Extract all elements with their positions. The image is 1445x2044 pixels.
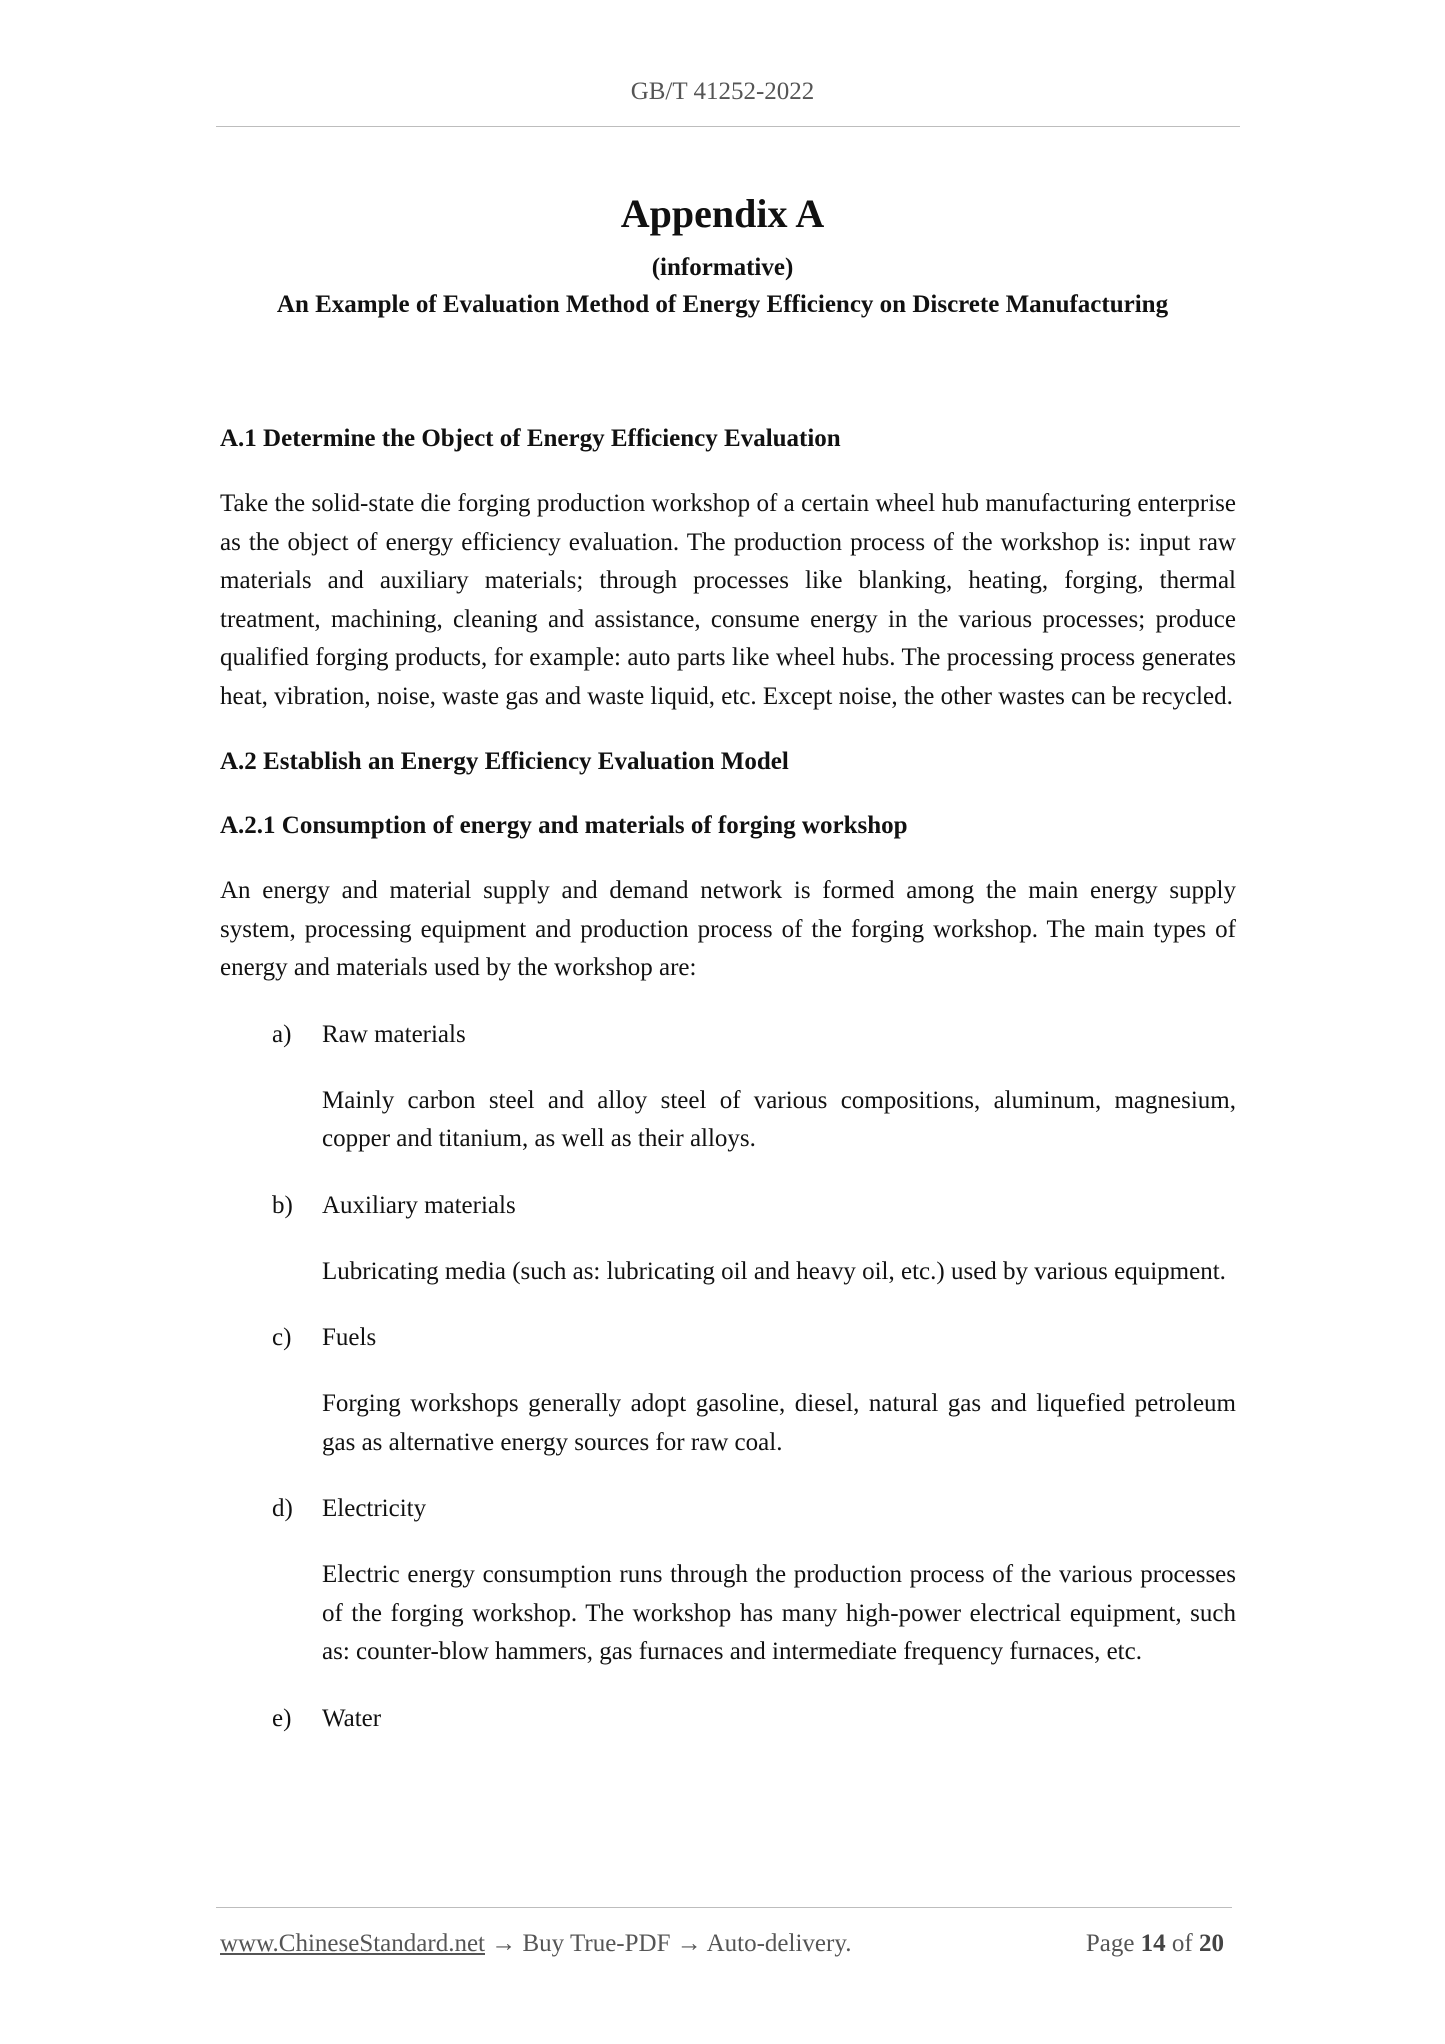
- section-a1-body: Take the solid-state die forging production workshop of a certain wheel hub manufacturing enterprise as the object of energy efficiency evaluation. The production process of the workshop is: input raw materials and auxiliary materials; through processes like blanking, heating, forging, thermal treatment, machining, cleaning and assistance, consume energy in the various processes; produce qualified forging products, for example: auto parts like wheel hubs. The processing process generates heat, vibration, noise, waste gas and waste liquid, etc. Except noise, the other wastes can be recycled.: [220, 490, 1236, 710]
- list-item-title: [220, 1490, 1236, 1528]
- buy-true-pdf-text: Buy True-PDF: [522, 1930, 671, 1957]
- list-item-title: [220, 1187, 1236, 1225]
- section-a21-heading: A.2.1 Consumption of energy and materials of forging workshop: [220, 812, 908, 839]
- arrow-right-icon: →: [491, 1930, 517, 1957]
- appendix-subtitle: (informative): [651, 254, 794, 281]
- list-marker: e): [272, 1704, 292, 1732]
- current-page: 14: [1140, 1930, 1166, 1957]
- list-item-label: Auxiliary materials: [322, 1191, 516, 1219]
- section-a2-heading: A.2 Establish an Energy Efficiency Evaluation Model: [220, 748, 789, 775]
- footer-divider: [216, 1907, 1232, 1908]
- page-number: [1086, 1930, 1224, 1958]
- list-item-label: Raw materials: [322, 1020, 466, 1048]
- list-item-body: Forging workshops generally adopt gasoline, diesel, natural gas and liquefied petroleum gas as alternative energy sources for raw coal.: [322, 1390, 1236, 1456]
- list-marker: b): [272, 1191, 293, 1219]
- auto-delivery-text: Auto-delivery.: [706, 1930, 852, 1957]
- footer-promo: [220, 1930, 851, 1958]
- appendix-title: Appendix A: [620, 191, 825, 236]
- arrow-right-icon: →: [676, 1930, 702, 1957]
- total-pages: 20: [1199, 1930, 1224, 1957]
- list-item-title: [220, 1700, 1236, 1738]
- list-item-body: Lubricating media (such as: lubricating oil and heavy oil, etc.) used by various equipment.: [322, 1257, 1226, 1285]
- appendix-title-block: [0, 182, 1445, 324]
- list-item-body: Mainly carbon steel and alloy steel of various compositions, aluminum, magnesium, copper and titanium, as well as their alloys.: [322, 1086, 1236, 1152]
- list-item-body: Electric energy consumption runs through the production process of the various processes of the forging workshop. The workshop has many high-power electrical equipment, such as: counter-blow hammers, gas furnaces and intermediate frequency furnaces, etc.: [322, 1561, 1236, 1665]
- of-label: of: [1171, 1930, 1193, 1957]
- list-marker: c): [272, 1324, 292, 1351]
- section-a1-heading: A.1 Determine the Object of Energy Efficiency Evaluation: [220, 425, 841, 452]
- list-item-label: Water: [322, 1704, 382, 1732]
- page-content: [220, 421, 1236, 1738]
- list-item-title: [220, 1016, 1236, 1054]
- list-item-title: [220, 1319, 1236, 1357]
- section-a21-body: An energy and material supply and demand network is formed among the main energy supply system, processing equipment and production process of the forging workshop. The main types of energy and materials used by the workshop are:: [220, 877, 1236, 981]
- list-marker: a): [272, 1020, 292, 1048]
- list-item-label: Electricity: [322, 1495, 427, 1522]
- list-marker: d): [272, 1495, 293, 1522]
- page-label: Page: [1085, 1930, 1135, 1957]
- document-code-header: GB/T 41252-2022: [630, 78, 815, 105]
- list-item-label: Fuels: [322, 1324, 377, 1351]
- appendix-caption: An Example of Evaluation Method of Energy Efficiency on Discrete Manufacturing: [276, 291, 1169, 318]
- header-divider: [216, 126, 1240, 127]
- energy-materials-list: [220, 1016, 1236, 1738]
- site-link[interactable]: www.ChineseStandard.net: [220, 1930, 485, 1957]
